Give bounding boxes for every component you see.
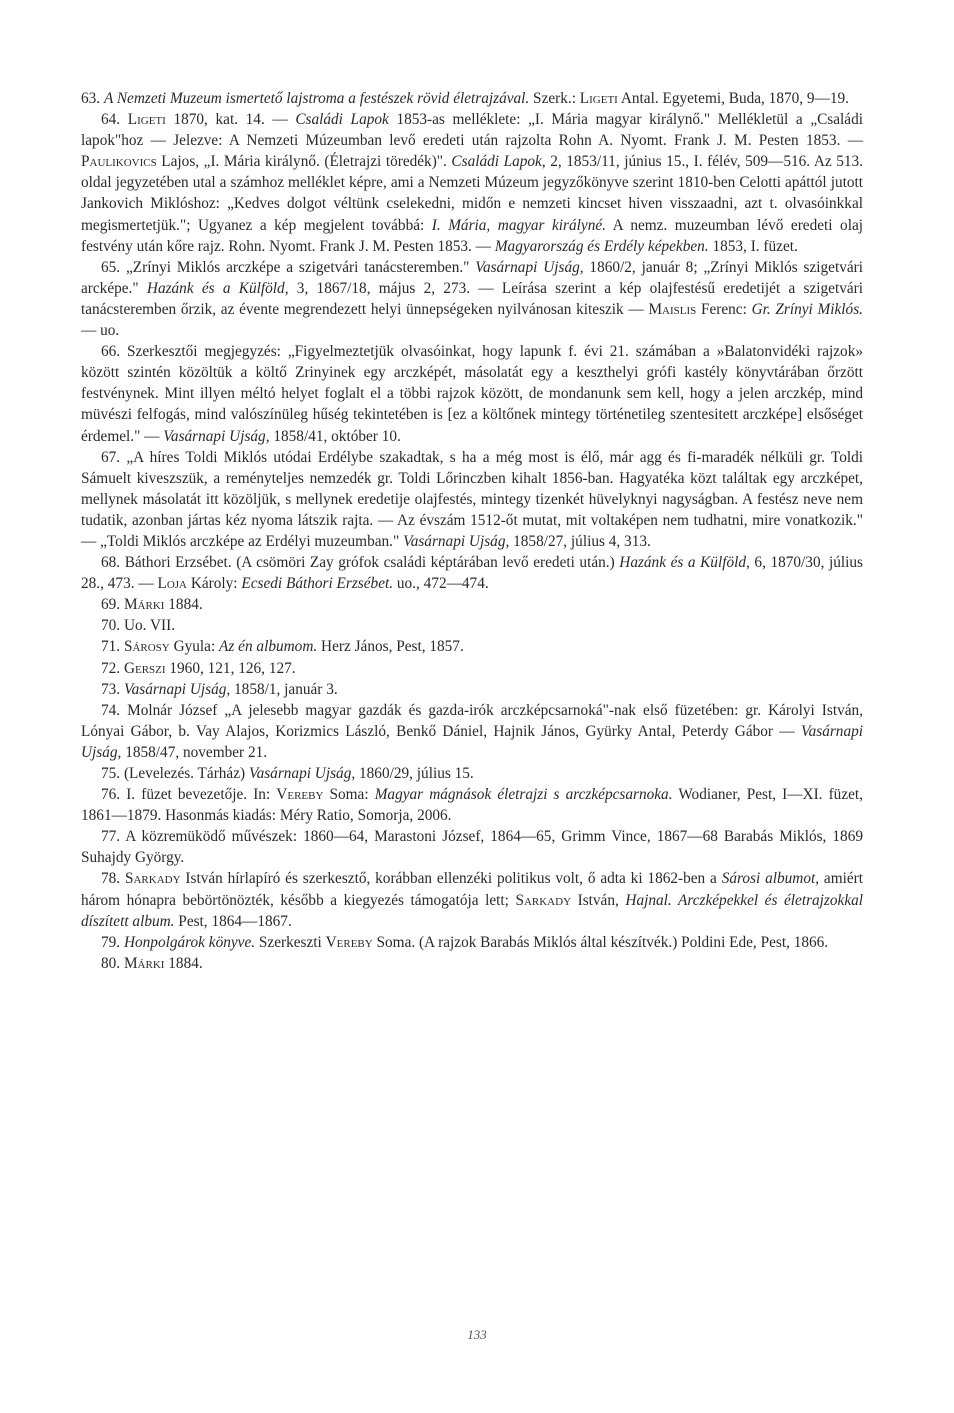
- footnote-63: [81, 88, 863, 109]
- footnote-author: Paulikovics: [81, 153, 157, 171]
- footnote-text: Szerkeszti: [255, 933, 326, 951]
- footnote-text: István hírlapíró és szerkesztő, korábban ellenzéki politikus volt, ő adta ki 1862-ben a: [180, 870, 722, 888]
- footnote-author: Márki: [123, 954, 165, 972]
- footnote-text: 1858/1, január 3.: [230, 680, 338, 698]
- footnote-73: [81, 679, 863, 700]
- footnote-text: 63.: [81, 90, 104, 107]
- footnote-author: Loja: [157, 575, 187, 593]
- footnote-author: Sarkady: [124, 870, 181, 888]
- footnote-title: A Nemzeti Muzeum ismertető lajstroma a festészek rövid életrajzával.: [103, 90, 530, 107]
- footnote-80: [81, 953, 863, 974]
- footnote-text: 66. Szerkesztői megjegyzés: „Figyelmeztetjük olvasóinkat, hogy lapunk f. évi 21. számában a »Balatonvidéki rajzok» között szintén közöltük a költő Zrinyinek egy arczképét, másolatát egy a keszthelyi grófi kastély könyvtárában őrzött festvénynek. Mint illyen méltó helyet foglalt el a többi rajzok között, de mondanunk sem kell, hogy a jelen arczkép, mind müvészi felfogás, mind valószínüleg hűség tekintetében is [ez a költőnek mintegy történetileg szentesitett arczképe] elsőséget érdemel." —: [81, 343, 863, 445]
- footnote-text: Ferenc:: [696, 300, 752, 318]
- footnote-text: Gyula:: [169, 638, 220, 656]
- footnote-author: Ligeti: [127, 111, 166, 129]
- footnote-68: [81, 552, 863, 594]
- footnote-text: 3, 1867/18, május 2, 273. — Leírása szerint a kép olajfestésű eredetijét a szigetvári tanácsteremben őrzik, az évente megrendezett helyi ünnepségeken nyilvánosan kiteszik —: [81, 279, 863, 318]
- footnote-text: — uo.: [81, 322, 120, 340]
- footnote-text: 72.: [101, 659, 124, 677]
- footnote-text: 64.: [101, 111, 128, 129]
- footnote-text: Soma. (A rajzok Barabás Miklós által készítvék.) Poldini Ede, Pest, 1866.: [372, 933, 829, 951]
- footnote-title: Az én albumom.: [219, 638, 318, 656]
- footnote-78: [81, 868, 863, 931]
- footnote-author: Gerszi: [123, 659, 166, 677]
- footnote-text: Szerk.:: [529, 90, 580, 107]
- footnote-title: Hajnal. Arczképekkel és életrajzokkal díszített album.: [81, 891, 864, 930]
- footnote-text: 1870, kat. 14. —: [165, 111, 296, 129]
- footnote-76: [81, 784, 863, 826]
- footnote-title: Honpolgárok könyve.: [123, 933, 256, 951]
- footnote-author: Maislis: [648, 300, 697, 318]
- footnote-title: Sárosi albumot: [721, 870, 816, 888]
- footnote-text: 1858/47, november 21.: [121, 743, 268, 761]
- footnote-title: Hazánk és a Külföld,: [146, 279, 289, 297]
- footnote-text: 1858/27, július 4, 313.: [509, 532, 651, 550]
- footnote-author: Ligeti: [579, 90, 618, 107]
- footnote-text: 1884.: [164, 596, 203, 614]
- footnote-text: Lajos, „I. Mária királynő. (Életrajzi töredék)".: [156, 153, 452, 171]
- footnote-text: 1860/29, július 15.: [355, 765, 474, 782]
- footnote-text: 79.: [101, 933, 124, 951]
- footnote-text: 77. A közremüködő művészek: 1860—64, Marastoni József, 1864—65, Grimm Vince, 1867—68 Barabás Miklós, 1869 Suhajdy György.: [81, 828, 863, 867]
- footnote-text: Herz János, Pest, 1857.: [317, 638, 464, 656]
- footnote-67: [81, 447, 863, 552]
- footnote-text: 1853, I. füzet.: [708, 237, 798, 255]
- footnote-text: 76. I. füzet bevezetője. In:: [101, 786, 277, 804]
- footnote-author: Márki: [123, 596, 165, 614]
- footnote-text: 69.: [101, 596, 124, 614]
- footnote-text: Soma:: [323, 786, 375, 804]
- footnote-author: Sárosy: [123, 638, 170, 656]
- footnote-text: 70. Uo. VII.: [101, 617, 176, 635]
- footnote-text: 1853-as melléklete: „I. Mária magyar királynő." Mellékletül a „Családi lapok"hoz — Jelezve: A Nemzeti Múzeumban levő eredeti után rajzolta Rohn A. Nyomt. Frank J. M. Pesten 1853. —: [81, 111, 863, 150]
- footnote-69: [81, 594, 863, 615]
- footnote-71: [81, 636, 863, 657]
- footnote-text: 1860/2, január 8; „Zrínyi Miklós szigetvári arcképe.": [81, 258, 863, 297]
- footnote-74: [81, 700, 863, 763]
- footnotes-list: [81, 88, 863, 974]
- footnote-text: 1960, 121, 126, 127.: [165, 659, 296, 677]
- footnote-title: Magyarország és Erdély képekben.: [494, 237, 709, 255]
- footnote-text: Wodianer, Pest, I—XI. füzet, 1861—1879. Hasonmás kiadás: Méry Ratio, Somorja, 2006.: [81, 786, 863, 825]
- footnote-title: Vasárnapi Ujság,: [123, 680, 231, 698]
- footnote-65: [81, 257, 863, 341]
- footnote-text: , amiért három hónapra bebörtönözték, később a kiegyezés támogatója lett;: [81, 870, 863, 909]
- footnote-title: Gr. Zrínyi Miklós.: [751, 300, 863, 318]
- footnote-title: Vasárnapi Ujság,: [81, 722, 863, 761]
- footnote-text: 68. Báthori Erzsébet. (A csömöri Zay grófok családi képtárában levő eredeti után.): [101, 554, 620, 572]
- footnote-text: 75. (Levelezés. Tárház): [101, 765, 249, 782]
- footnote-title: Hazánk és a Külföld,: [619, 554, 750, 572]
- footnote-author: Vereby: [276, 786, 324, 804]
- footnote-title: Vasárnapi Ujság,: [248, 765, 356, 782]
- footnote-text: 1858/41, október 10.: [269, 427, 401, 445]
- footnote-text: A nemz. muzeumban lévő eredeti olaj festvény után kőre rajz. Rohn. Nyomt. Frank J. M. Pesten 1853. —: [81, 216, 863, 255]
- footnote-text: Pest, 1864—1867.: [174, 912, 292, 930]
- footnote-text: 65. „Zrínyi Miklós arczképe a szigetvári tanácsteremben.": [101, 258, 476, 276]
- footnote-title: Vasárnapi Ujság,: [163, 427, 270, 445]
- footnote-text: , 2, 1853/11, június 15., I. félév, 509—516. Az 513. oldal jegyzetében utal a számhoz melléklet képre, ami a Nemzeti Múzeum jegyzőkönyve szerint 1810-ben Celotti apáttól jutott Jankovich Miklóshoz: „Kedves dolgot véltünk cselekedni, midőn e nemzeti kincset hiven visszaadni, azt t. olvasóinkkal megismertetjük."; Ugyanez a kép megjelent továbbá:: [81, 153, 863, 234]
- footnote-text: 80.: [101, 954, 124, 972]
- footnote-title: Vasárnapi Ujság,: [475, 258, 584, 276]
- footnote-title: Családi Lapok: [295, 111, 389, 129]
- footnote-75: [81, 763, 863, 784]
- footnote-text: Antal. Egyetemi, Buda, 1870, 9—19.: [617, 90, 849, 107]
- footnote-title: I. Mária, magyar királyné.: [431, 216, 606, 234]
- footnote-64: [81, 109, 863, 257]
- footnote-text: uo., 472—474.: [393, 575, 489, 593]
- footnote-text: 73.: [101, 680, 124, 698]
- footnote-text: 78.: [101, 870, 125, 888]
- footnote-text: István,: [571, 891, 626, 909]
- footnote-79: [81, 932, 863, 953]
- footnote-author: Sarkady: [515, 891, 572, 909]
- footnote-66: [81, 341, 863, 446]
- footnote-77: [81, 826, 863, 868]
- footnote-70: [81, 615, 863, 636]
- footnote-text: 6, 1870/30, július 28., 473. —: [81, 554, 863, 593]
- footnote-title: Vasárnapi Ujság,: [403, 532, 510, 550]
- footnote-72: [81, 658, 863, 679]
- footnote-author: Vereby: [325, 933, 373, 951]
- footnote-text: 74. Molnár József „A jelesebb magyar gazdák és gazda-irók arczképcsarnoká"-nak első füzetében: gr. Károlyi István, Lónyai Gábor, b. Vay Alajos, Korizmics László, Benkő Dániel, Hajnik János, Gyürky Antal, Peterdy Gábor —: [81, 701, 863, 740]
- footnote-text: Károly:: [187, 575, 242, 593]
- footnote-text: 71.: [101, 638, 124, 656]
- footnote-title: Magyar mágnások életrajzi s arczképcsarnoka.: [374, 786, 673, 804]
- footnote-text: 67. „A híres Toldi Miklós utódai Erdélybe szakadtak, s ha a még most is élő, már agg és fi-maradék nélküli gr. Toldi Sámuelt kiveszszük, a reményteljes nemzedék gr. Toldi Lőrinczben kihalt 1856-ban. Hagyatéka közt találtak egy arczképet, mellynek másolatát itt közöljük, s mellynek eredetije olajfestés, mintegy tizenkét hüvelyknyi nagyságban. A festész neve nem tudatik, azonban jártas kéz nyoma látszik rajta. — Az évszám 1512-őt mutat, mit voltaképen nem tudhatni, mire vonatkozik." — „Toldi Miklós arczképe az Erdélyi muzeumban.": [81, 448, 863, 550]
- footnote-title: Családi Lapok: [451, 153, 542, 171]
- page-number: 133: [467, 1327, 487, 1342]
- footnote-title: Ecsedi Báthori Erzsébet.: [241, 575, 394, 593]
- footnote-text: 1884.: [164, 954, 203, 972]
